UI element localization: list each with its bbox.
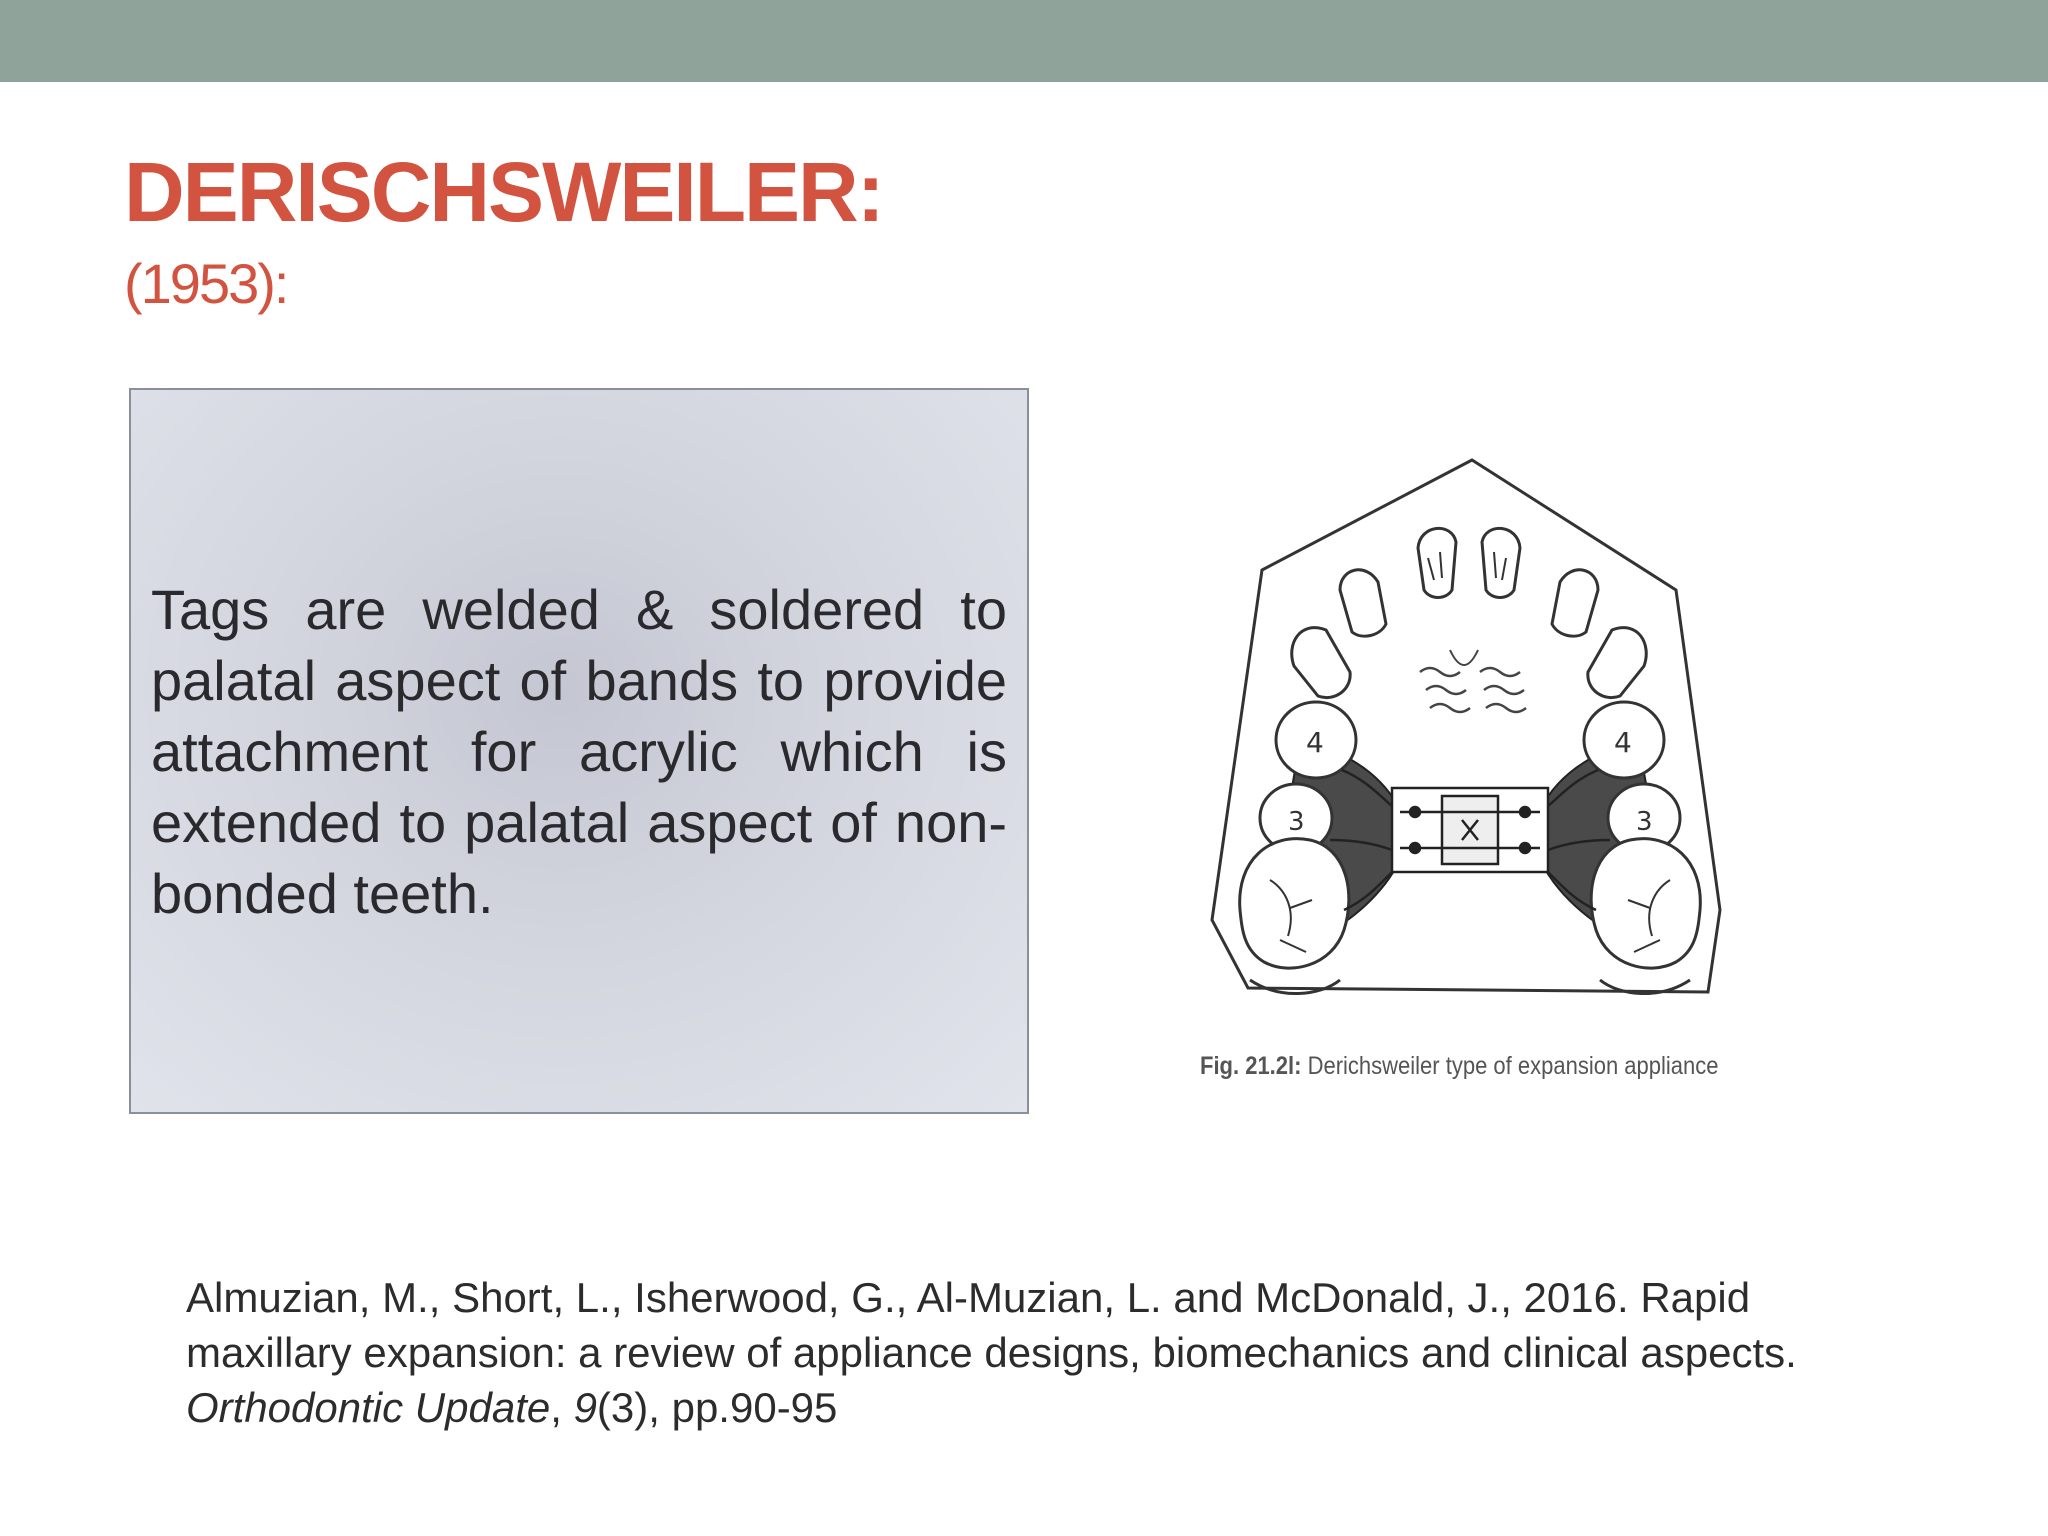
appliance-figure	[1130, 440, 1750, 1100]
slide-title: DERISCHSWEILER:	[124, 145, 883, 239]
reference-issue-pages: (3), pp.90-95	[596, 1384, 838, 1431]
figure-caption-text: Derichsweiler type of expansion appliance	[1301, 1052, 1719, 1080]
reference-volume: 9	[573, 1384, 597, 1431]
reference-journal: Orthodontic Update	[186, 1384, 551, 1431]
body-text: Tags are welded & soldered to palatal aspect of bands to provide attachment for acrylic which is extended to palatal aspect of non-bonded teeth.	[151, 577, 1007, 925]
expansion-screw	[1392, 788, 1548, 872]
appliance-drawing	[1130, 440, 1750, 1040]
reference-citation	[186, 1270, 1906, 1435]
figure-caption-label: Fig. 21.2l:	[1200, 1052, 1302, 1080]
reference-separator: ,	[550, 1384, 574, 1431]
tooth-label-right-3: 3	[1636, 807, 1653, 837]
tooth-label-right-4: 4	[1614, 726, 1632, 759]
tooth-label-left-4: 4	[1306, 726, 1324, 759]
reference-authors: Almuzian, M., Short, L., Isherwood, G., Al-Muzian, L. and McDonald, J., 2016. Rapid maxillary expansion: a review of appliance designs, biomechanics and clinical aspects.	[186, 1274, 1797, 1376]
body-text-box	[129, 388, 1029, 1114]
figure-caption	[1200, 1052, 1718, 1081]
tooth-label-left-3: 3	[1288, 807, 1305, 837]
slide-subtitle: (1953):	[124, 252, 288, 315]
top-bar	[0, 0, 2048, 82]
